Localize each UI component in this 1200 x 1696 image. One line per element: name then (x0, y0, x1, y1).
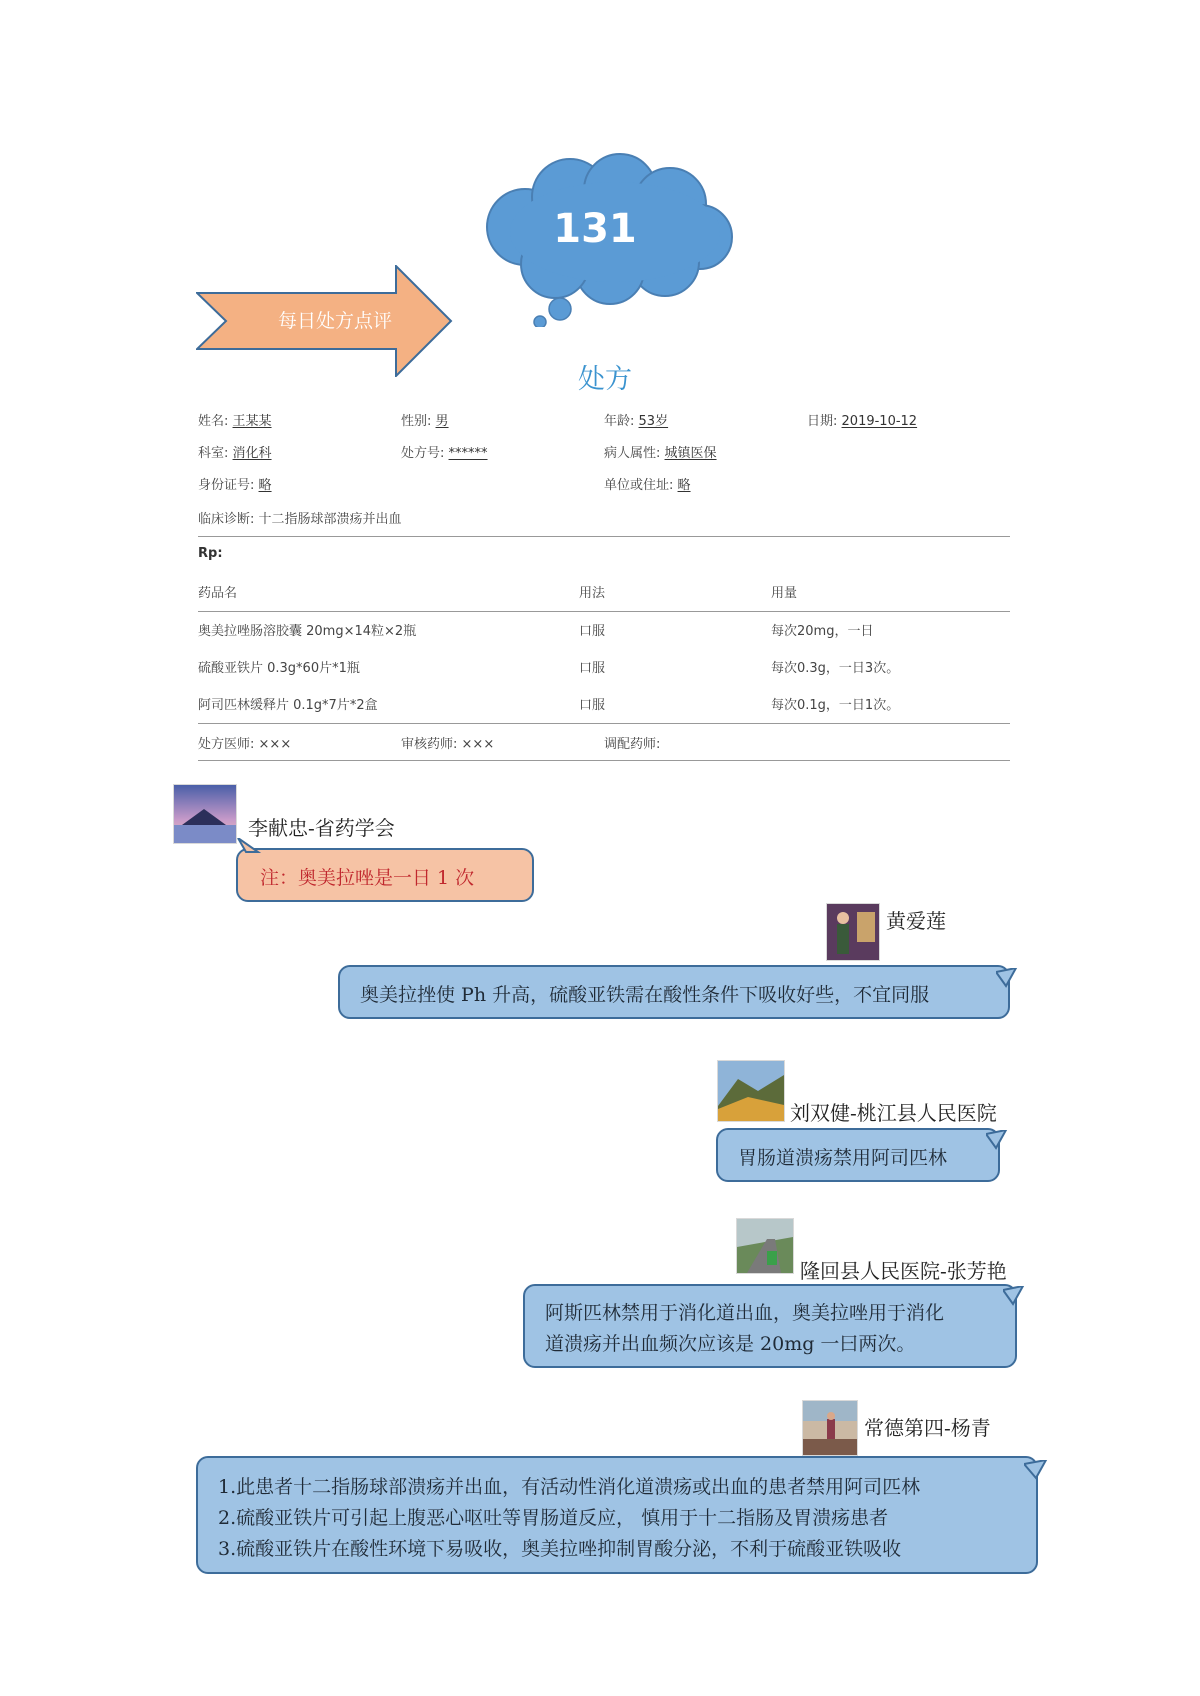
column-drug-name: 药品名 (198, 586, 238, 601)
hill-landscape-avatar (717, 1060, 785, 1122)
age-label: 年龄: (604, 414, 635, 429)
comment-bubble (716, 1128, 1000, 1182)
patient-type-label: 病人属性: (604, 446, 661, 461)
dept-label: 科室: (198, 446, 229, 461)
id-value: 略 (258, 478, 272, 493)
patient-type-value: 城镇医保 (664, 446, 717, 461)
comment-bubble (338, 965, 1010, 1019)
name-label: 姓名: (198, 414, 229, 429)
address-value: 略 (677, 478, 691, 493)
drug-dose: 每次20mg，一日 (771, 624, 874, 639)
drug-usage: 口服 (579, 661, 606, 676)
comment-bubble (196, 1456, 1038, 1574)
bubble-tail (232, 838, 262, 856)
person-photo-avatar (826, 903, 880, 961)
bubble-tail (1024, 1460, 1050, 1484)
drug-row (198, 620, 1010, 642)
comment-text: 2.硫酸亚铁片可引起上腹恶心呕吐等胃肠道反应， 慎用于十二指肠及胃溃疡患者 (218, 1507, 889, 1529)
doctor-value: ××× (258, 737, 292, 752)
sex-value: 男 (435, 414, 449, 429)
drug-name: 奥美拉唑肠溶胶囊 20mg×14粒×2瓶 (198, 624, 417, 639)
comment-text: 注：奥美拉唑是一日 1 次 (260, 867, 475, 889)
drug-row (198, 694, 1010, 716)
column-usage: 用法 (579, 586, 606, 601)
prescription-title: 处方 (578, 364, 632, 395)
comment-text: 3.硫酸亚铁片在酸性环境下易吸收，奥美拉唑抑制胃酸分泌，不利于硫酸亚铁吸收 (218, 1538, 902, 1560)
bubble-tail (1003, 1286, 1025, 1310)
patient-info-row-2 (198, 442, 1010, 464)
sex-label: 性别: (401, 414, 432, 429)
comment-author: 常德第四-杨青 (864, 1416, 991, 1440)
road-landscape-avatar (736, 1218, 794, 1274)
id-label: 身份证号: (198, 478, 255, 493)
address-label: 单位或住址: (604, 478, 674, 493)
column-dose: 用量 (771, 586, 798, 601)
comment-text: 奥美拉挫使 Ph 升高，硫酸亚铁需在酸性条件下吸收好些，不宜同服 (360, 984, 930, 1006)
age-value: 53岁 (638, 414, 669, 429)
comment-author: 刘双健-桃江县人民医院 (790, 1101, 997, 1125)
rp-row (198, 546, 1010, 568)
rx-no-value: ****** (448, 446, 488, 461)
beach-person-avatar (802, 1400, 858, 1456)
date-value: 2019-10-12 (841, 414, 918, 429)
dept-value: 消化科 (232, 446, 272, 461)
date-label: 日期: (807, 414, 838, 429)
comment-text: 阿斯匹林禁用于消化道出血，奥美拉唑用于消化 (545, 1302, 945, 1324)
diagnosis-value: 十二指肠球部溃疡并出血 (258, 512, 402, 527)
drug-name: 硫酸亚铁片 0.3g*60片*1瓶 (198, 661, 360, 676)
drug-dose: 每次0.3g，一日3次。 (771, 661, 900, 676)
rx-no-label: 处方号: (401, 446, 445, 461)
comment-text: 胃肠道溃疡禁用阿司匹林 (738, 1147, 948, 1169)
drug-table-header (198, 582, 1010, 604)
name-value: 王某某 (232, 414, 272, 429)
bubble-tail (996, 968, 1018, 992)
patient-info-row-1 (198, 410, 1010, 432)
bubble-tail (986, 1130, 1008, 1154)
arrow-label: 每日处方点评 (277, 310, 392, 332)
dispenser-label: 调配药师: (604, 737, 661, 752)
comment-author: 黄爱莲 (886, 909, 946, 933)
diagnosis-label: 临床诊断: (198, 512, 255, 527)
cloud-number: 131 (553, 206, 637, 252)
reviewer-value: ××× (461, 737, 495, 752)
divider (198, 536, 1010, 537)
signature-row (198, 733, 1010, 755)
divider (198, 723, 1010, 724)
drug-usage: 口服 (579, 698, 606, 713)
doctor-label: 处方医师: (198, 737, 255, 752)
comment-text: 道溃疡并出血频次应该是 20mg 一曰两次。 (545, 1333, 916, 1355)
comment-author: 隆回县人民医院-张芳艳 (800, 1259, 1007, 1283)
mountain-sunset-avatar (173, 784, 237, 844)
comment-bubble (236, 848, 534, 902)
divider (198, 611, 1010, 612)
comment-text: 1.此患者十二指肠球部溃疡并出血，有活动性消化道溃疡或出血的患者禁用阿司匹林 (218, 1476, 921, 1498)
drug-dose: 每次0.1g，一日1次。 (771, 698, 900, 713)
rp-label: Rp: (198, 546, 223, 561)
comment-bubble (523, 1284, 1017, 1368)
divider (198, 760, 1010, 761)
patient-info-row-3 (198, 474, 1010, 496)
drug-name: 阿司匹林缓释片 0.1g*7片*2盒 (198, 698, 378, 713)
reviewer-label: 审核药师: (401, 737, 458, 752)
drug-row (198, 657, 1010, 679)
drug-usage: 口服 (579, 624, 606, 639)
diagnosis-row (198, 508, 1010, 530)
comment-author: 李献忠-省药学会 (248, 816, 395, 840)
